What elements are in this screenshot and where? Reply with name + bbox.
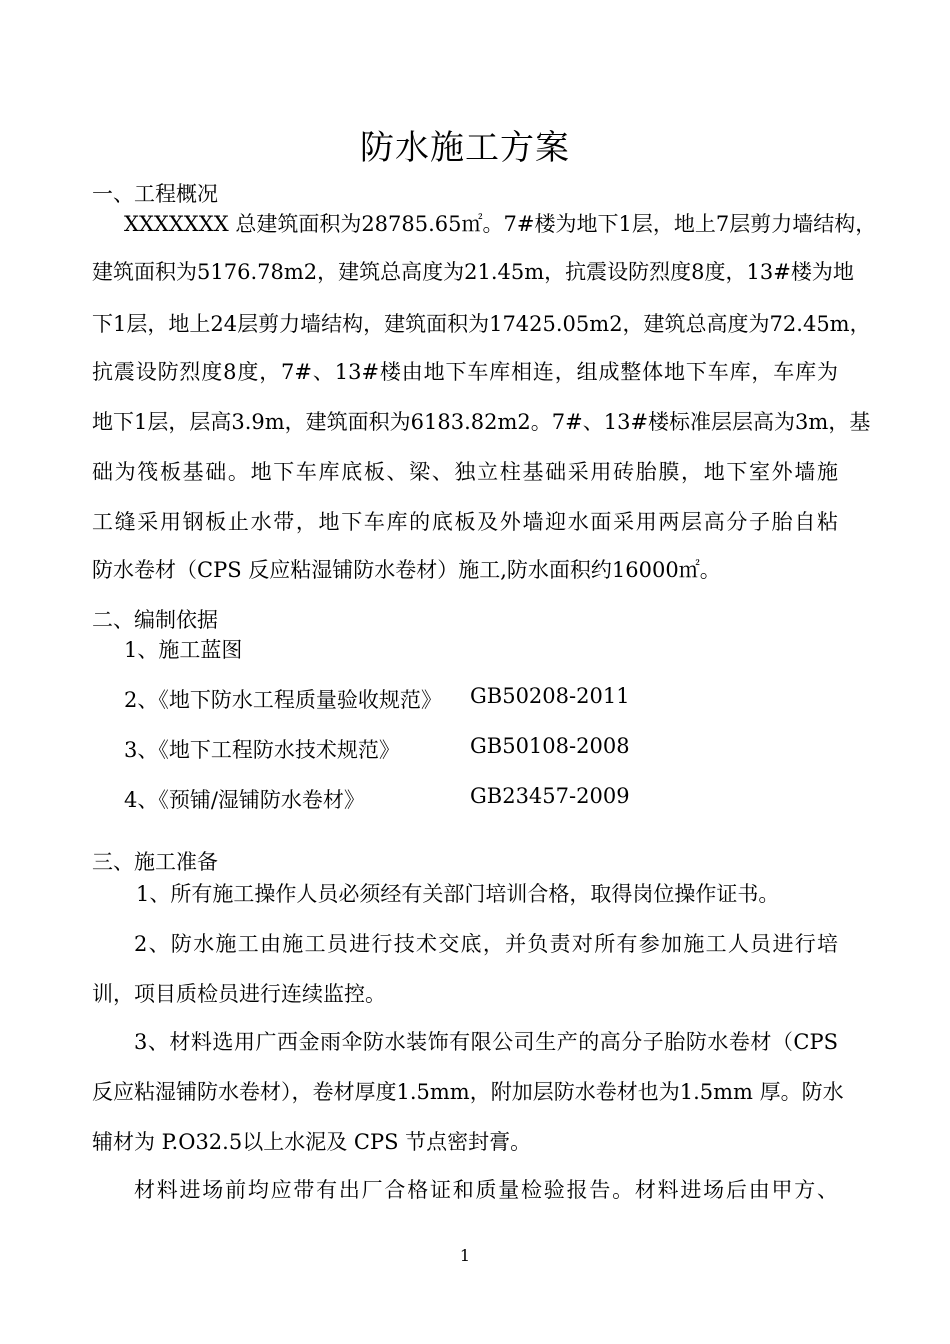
standard-code: GB50108-2008 (470, 734, 630, 758)
paragraph-line: 础为筏板基础。地下车库底板、梁、独立柱基础采用砖胎膜，地下室外墙施 (92, 460, 838, 484)
document-title: 防水施工方案 (360, 128, 570, 168)
paragraph-line: 训，项目质检员进行连续监控。 (92, 982, 386, 1006)
section-heading-basis: 二、编制依据 (92, 608, 218, 632)
paragraph-line: 材料进场前均应带有出厂合格证和质量检验报告。材料进场后由甲方、 (134, 1178, 838, 1202)
section-heading-overview: 一、工程概况 (92, 182, 218, 206)
paragraph-line: 地下1层，层高3.9m，建筑面积为6183.82m2。7#、13#楼标准层层高为3m，基 (92, 410, 871, 434)
basis-item: 2、《地下防水工程质量验收规范》 (124, 688, 442, 712)
page-number: 1 (459, 1246, 471, 1265)
paragraph-line: 辅材为 P.O32.5以上水泥及 CPS 节点密封膏。 (92, 1130, 532, 1154)
paragraph-line: 3、材料选用广西金雨伞防水装饰有限公司生产的高分子胎防水卷材（CPS (134, 1030, 838, 1054)
paragraph-line: 抗震设防烈度8度，7#、13#楼由地下车库相连，组成整体地下车库，车库为 (92, 360, 838, 384)
standard-code: GB50208-2011 (470, 684, 630, 708)
paragraph-line: 建筑面积为5176.78m2，建筑总高度为21.45m，抗震设防烈度8度，13#楼为地 (92, 260, 854, 284)
basis-item: 1、施工蓝图 (124, 638, 243, 662)
paragraph-line: 反应粘湿铺防水卷材），卷材厚度1.5mm，附加层防水卷材也为1.5mm 厚。防水 (92, 1080, 844, 1104)
paragraph-line: 1、所有施工操作人员必须经有关部门培训合格，取得岗位操作证书。 (136, 882, 780, 906)
paragraph-line: 2、防水施工由施工员进行技术交底，并负责对所有参加施工人员进行培 (134, 932, 838, 956)
basis-item: 3、《地下工程防水技术规范》 (124, 738, 400, 762)
basis-item: 4、《预铺/湿铺防水卷材》 (124, 788, 365, 812)
section-heading-preparation: 三、施工准备 (92, 850, 218, 874)
standard-code: GB23457-2009 (470, 784, 630, 808)
paragraph-line: 防水卷材（CPS 反应粘湿铺防水卷材）施工,防水面积约16000㎡。 (92, 558, 721, 582)
paragraph-line: 下1层，地上24层剪力墙结构，建筑面积为17425.05m2，建筑总高度为72.45m， (92, 312, 871, 336)
paragraph-line: XXXXXXX 总建筑面积为28785.65㎡。7#楼为地下1层，地上7层剪力墙结构， (124, 212, 877, 236)
paragraph-line: 工缝采用钢板止水带，地下车库的底板及外墙迎水面采用两层高分子胎自粘 (92, 510, 838, 534)
